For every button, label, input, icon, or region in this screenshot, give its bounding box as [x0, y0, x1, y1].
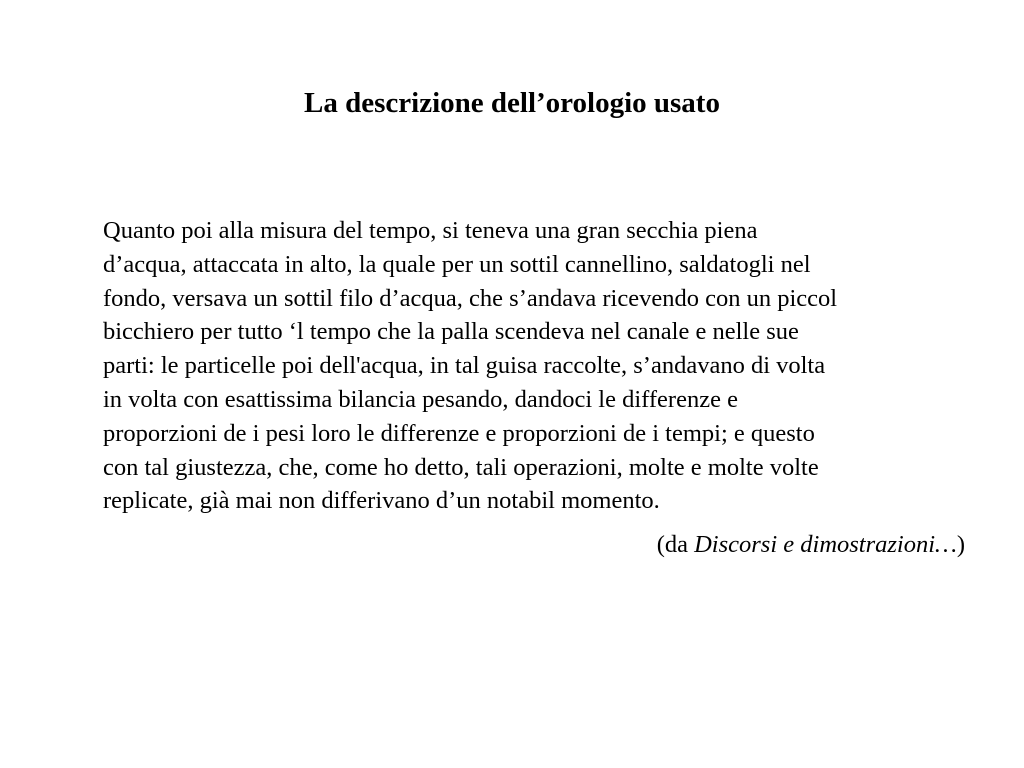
body-line: d’acqua, attaccata in alto, la quale per un sottil cannellino, saldatogli nel — [103, 250, 811, 278]
citation-work-title: Discorsi e dimostrazioni… — [694, 531, 957, 559]
body-line: parti: le particelle poi dell'acqua, in tal guisa raccolte, s’andavano di volta — [103, 352, 826, 380]
body-line: in volta con esattissima bilancia pesando, dandoci le differenze e — [103, 385, 738, 413]
body-line: Quanto poi alla misura del tempo, si teneva una gran secchia piena — [103, 217, 758, 244]
body-paragraph — [103, 214, 965, 562]
citation — [103, 528, 965, 562]
body-line: con tal giustezza, che, come ho detto, tali operazioni, molte e molte volte — [103, 453, 819, 481]
citation-prefix: (da — [656, 531, 695, 559]
body-line: fondo, versava un sottil filo d’acqua, che s’andava ricevendo con un piccol — [103, 284, 838, 312]
citation-suffix: ) — [956, 531, 965, 559]
body-line: replicate, già mai non differivano d’un notabil momento. — [103, 487, 660, 515]
body-line: bicchiero per tutto ‘l tempo che la palla scendeva nel canale e nelle sue — [103, 318, 799, 346]
body-line: proporzioni de i pesi loro le differenze e proporzioni de i tempi; e questo — [103, 419, 815, 447]
slide-title: La descrizione dell’orologio usato — [304, 87, 720, 119]
